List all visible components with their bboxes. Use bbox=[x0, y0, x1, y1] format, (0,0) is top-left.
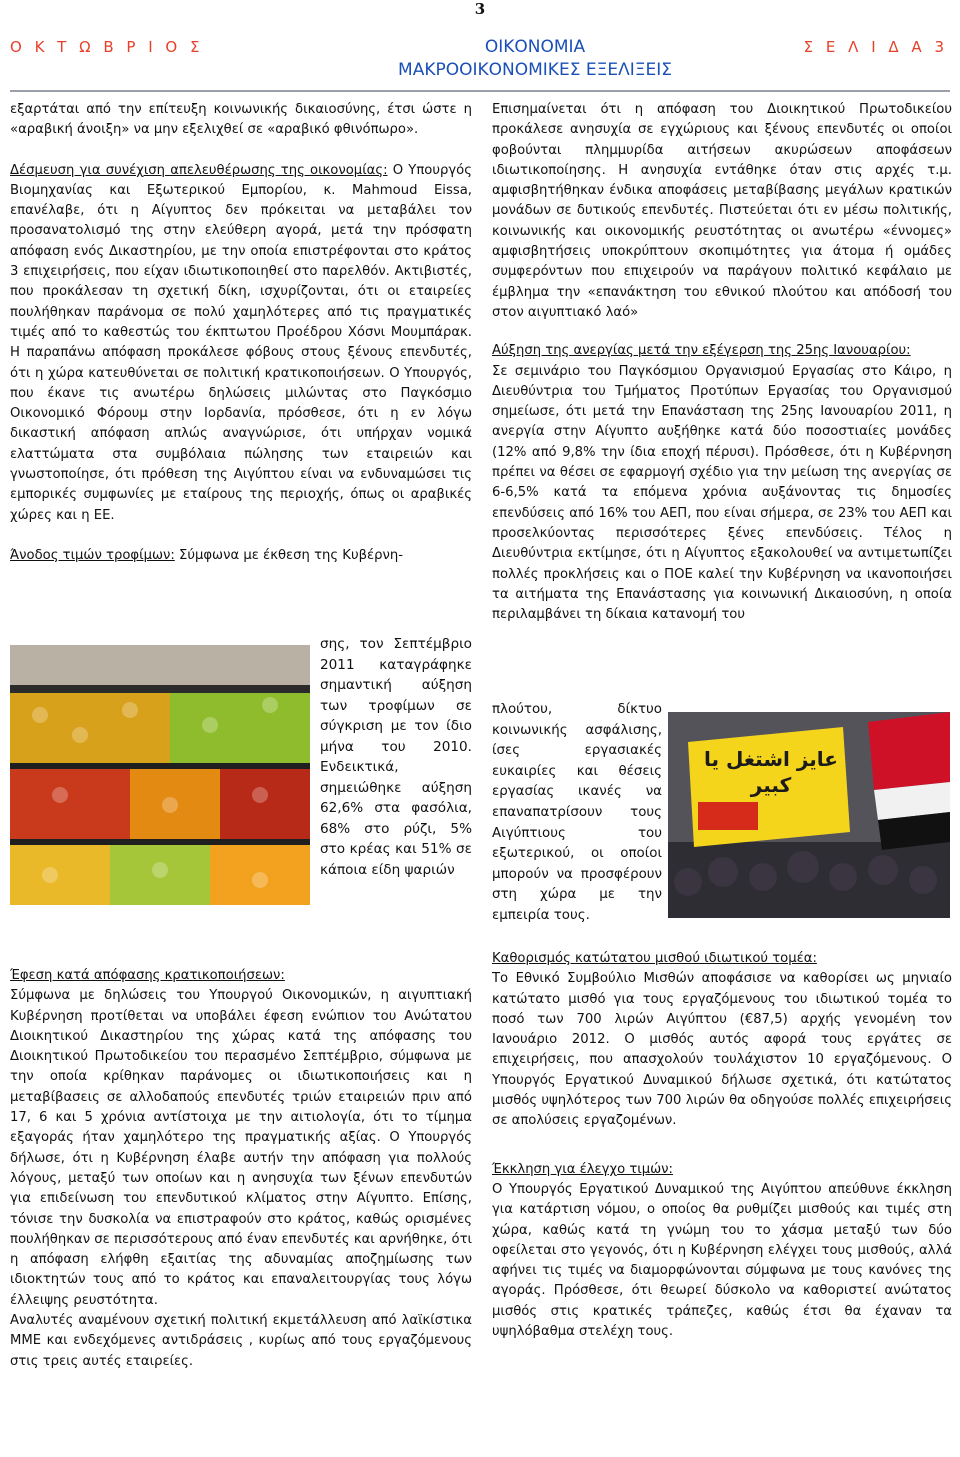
header-month: Ο Κ Τ Ω Β Ρ Ι Ο Σ bbox=[10, 38, 204, 56]
header-section-title bbox=[380, 36, 690, 82]
appeal-paragraph: Σύμφωνα με δηλώσεις του Υπουργού Οικονομικών, η αιγυπτιακή Κυβέρνηση προτίθεται να υποβάλει έφεση ενώπιον του Ανώτατου Διοικητικού Δικαστηρίου της χώρας κατά της απόφασης του Διοικητικού Πρωτοδικείου του περασμένο Σεπτέμβριο, σύμφωνα με την οποία κρίθηκαν παράνομες οι ιδιωτικοποιήσεις και η μεταβίβασεις σε αλλοδαπούς επενδυτές τριών εταιρειών πριν από 17, 6 και 5 χρόνια αντίστοιχα με την αιτιολογία, ότι το τίμημα εξαγοράς ήταν χαμηλότερο της πραγματικής αξίας. Ο Υπουργός δήλωσε, ότι η Κυβέρνηση έλαβε αυτήν την απόφαση για πολλούς λόγους, μεταξύ των οποίων και η ανησυχία των ξένων επενδυτών για επιδείνωση του επενδυτικού κλίματος στην Αίγυπτο. Επίσης, τόνισε την δυσκολία να επιστραφούν στο κράτος, καθώς ορισμένες πουλήθηκαν σε περισσότερους από έναν επενδυτές και αρνήθηκε, ότι η απόφαση ελήφθη εξαιτίας της αδυναμίας αποζημίωσης των ιδιοκτητών τους από το κράτος και επαναλειτουργίας τους λόγω έλλειψης ρευστότητα. bbox=[10, 988, 472, 1308]
left-column-top bbox=[10, 100, 472, 566]
commitment-paragraph bbox=[10, 161, 472, 526]
right-column-bottom bbox=[492, 949, 952, 1342]
unemployment-paragraph: Σε σεμινάριο του Παγκόσμιου Οργανισμού Εργασίας στο Κάιρο, η Διευθύντρια του Τμήματος Προτύπων Εργασίας του Οργανισμού σημείωσε, ότι μετά την Επανάσταση της 25ης Ιανουαρίου 2011, η ανεργία στην Αίγυπτο αυξήθηκε κατά δύο ποσοστιαίες μονάδες (12% από 9,8% την ίδια εποχή πέρυσι). Πρόσθεσε, ότι η Κυβέρνηση πρέπει να θέσει σε εφαρμογή σχέδιο για την μείωση της ανεργίας σε 6-6,5% κατά τα επόμενα χρόνια αυξάνοντας τις δημοσίες επενδύσεις από 16% του ΑΕΠ, που είναι σήμερα, σε 23% του ΑΕΠ και προσελκύοντας περισσότερες ξένες επενδύσεις. Τέλος η Διευθύντρια εκτίμησε, ότι η Αίγυπτος εξακολουθεί να αντιμετωπίζει πολλές προκλήσεις και ο ΠΟΕ καλεί την Κυβέρνηση να ικανοποιήσει τα αιτήματα της Επανάστασης για κοινωνική Δικαιοσύνη, η οποία περιλαμβάνει τη δίκαια κατανομή του bbox=[492, 363, 952, 623]
section-subtitle: ΜΑΚΡΟΟΙΚΟΝΟΜΙΚΕΣ ΕΞΕΛΙΞΕΙΣ bbox=[398, 60, 672, 80]
food-side-text: σης, τον Σεπτέμβριο 2011 καταγράφηκε σημαντική αύξηση των τροφίμων σε σύγκριση με τον ίδιο μήνα του 2010. Ενδεικτικά, σημειώθηκε αύξηση 62,6% στα φασόλια, 68% στο ρύζι, 5% στο κρέας και 51% σε κάποια είδη ψαριών bbox=[320, 636, 472, 878]
price-control-paragraph: Ο Υπουργός Εργατικού Δυναμικού της Αιγύπτου απεύθυνε έκκληση για κατάρτιση νόμου, ο οποίος θα ρυθμίζει μισθούς και τιμές στη χώρα, καθώς κατά τη γνώμη του το χάσμα μεταξύ των δύο οφείλεται στο γεγονός, ότι η Κυβέρνηση ελέγχει τους μισθούς, αλλά αφήνει τις τιμές να διαμορφώνονται σύμφωνα με τους κανόνες της αγοράς. Πρόσθεσε, ότι θεωρεί δύσκολο να καθοριστεί ανώτατος μισθός στις κρατικές τράπεζες, καθώς έτσι θα έχαναν τα υψηλόβαθμα στελέχη τους. bbox=[492, 1181, 952, 1340]
protest-photo bbox=[668, 712, 950, 918]
unemployment-heading: Αύξηση της ανεργίας μετά την εξέγερση της 25ης Ιανουαρίου: bbox=[492, 343, 911, 359]
food-paragraph-top bbox=[10, 546, 472, 566]
page-number: 3 bbox=[474, 0, 486, 18]
commitment-text: Ο Υπουργός Βιομηχανίας και Εξωτερικού Εμπορίου, κ. Mahmoud Eissa, επανέλαβε, ότι η Αίγυπτος δεν πρόκειται να μεταβάλει τον προσανατολισμό της στην ελεύθερη αγορά, μετά την πρόσφατη απόφαση ενός Δικαστηρίου, με την οποία επιστρέφονται στο κράτος 3 επιχειρήσεις, που είχαν ιδιωτικοποιηθεί στο παρελθόν. Ακτιβιστές, που προκάλεσαν τη σχετική δίκη, ισχυρίζονται, ότι οι εταιρείες πουλήθηκαν παράνομα σε πολύ χαμηλότερες από τις πραγματικές τιμές από το καθεστώς του έκπτωτου Προέδρου Χόσνι Μουμπάρακ. Η παραπάνω απόφαση προκάλεσε φόβους στους ξένους επενδυτές, ότι η χώρα κατευθύνεται σε πολιτική κρατικοποιήσεων. Ο Υπουργός, που έκανε τις ανωτέρω δηλώσεις μιλώντας στο Παγκόσμιο Οικονομικό Φόρουμ στην Ιορδανία, πρόσθεσε, ότι η εν λόγω δικαστική απόφαση απλώς αναγνώρισε, ότι υπήρχαν νομικά ελαττώματα στα συμβόλαια πώλησης των εταιρειών και γνωστοποίησε, ότι πρόθεση της Αιγύπτου είναι να ενδυναμώσει τις εμπορικές συμφωνίες με εταίρους της περιοχής, όπως οι αραβικές χώρες και η ΕΕ. bbox=[10, 162, 472, 523]
header-page-label: Σ Ε Λ Ι Δ Α 3 bbox=[803, 38, 948, 56]
unemployment-side-text: πλούτου, δίκτυο κοινωνικής ασφάλισης, ίσες εργασιακές ευκαιρίες και θέσεις εργασίας ικανές να επαναπατρίσουν τους Αιγύπτιους του εξωτερικού, οι οποίοι μπορούν να προσφέρουν στη χώρα με την εμπειρία τους. bbox=[492, 702, 662, 923]
appeal-paragraph-2: Αναλυτές αναμένουν σχετική πολιτική εκμετάλλευση από λαϊκίστικα ΜΜΕ και ενδεχόμενες αντιδράσεις , κυρίως από τους εργαζόμενους στις τρεις αυτές εταιρείες. bbox=[10, 1313, 472, 1369]
intro-paragraph: εξαρτάται από την επίτευξη κοινωνικής δικαιοσύνης, έτσι ώστε η «αραβική άνοιξη» να μην εξελιχθεί σε «αραβικό φθινόπωρο». bbox=[10, 102, 472, 138]
left-column-bottom bbox=[10, 966, 472, 1372]
right-intro-paragraph: Επισημαίνεται ότι η απόφαση του Διοικητικού Πρωτοδικείου προκάλεσε ανησυχία σε εγχώριους και ξένους επενδυτές οι οποίοι φοβούνται πλημμυρίδα αιτήσεων ακυρώσεων αποφάσεων ιδιωτικοποίησης. Η ανησυχία εντάθηκε όταν στις αρχές τ.μ. αμφισβητήθηκαν ένδικα αποφάσεις μεταβίβασης μεγάλων κρατικών μονάδων σε δυτικούς επενδυτές. Πιστεύεται ότι εν μέσω πολιτικής, κοινωνικής και οικονομικής ρευστότητας οι ανωτέρω «έννομες» αμφισβητήσεις υποκρύπτουν σκοπιμότητες για άτομα ή ομάδες συμφερόντων που επιχειρούν να παράγουν πολιτικό κεφάλαιο με έμβλημα την «επανάκτηση του εθνικού πλούτου και απόδοσή του στον αιγυπτιακό λαό» bbox=[492, 102, 952, 320]
food-text-top: Σύμφωνα με έκθεση της Κυβέρνη- bbox=[174, 547, 403, 563]
header-divider bbox=[10, 90, 950, 92]
wage-heading: Καθορισμός κατώτατου μισθού ιδιωτικού τομέα: bbox=[492, 951, 817, 966]
section-title: ΟΙΚΟΝΟΜΙΑ bbox=[484, 37, 586, 57]
wage-paragraph: Το Εθνικό Συμβούλιο Μισθών αποφάσισε να καθορίσει ως μηνιαίο κατώτατο μισθό για τους εργαζόμενους του ιδιωτικού τομέα το ποσό των 700 λιρών Αιγύπτου (€87,5) αρχής γενομένη τον Ιανουάριο 2012. Ο μισθός αυτός αφορά τους εργάτες σε επιχειρήσεις, που απασχολούν τουλάχιστον 10 εργαζόμενους. Ο Υπουργός Εργατικού Δυναμικού δήλωσε σχετικά, ότι κατώτατος μισθός υψηλότερος των 700 λιρών θα οδηγούσε πολλές επιχειρήσεις σε απολύσεις εργαζομένων. bbox=[492, 971, 952, 1129]
fruit-market-photo bbox=[10, 645, 310, 905]
right-column-top bbox=[492, 100, 952, 625]
appeal-heading: Έφεση κατά απόφασης κρατικοποιήσεων: bbox=[10, 968, 285, 983]
price-control-heading: Έκκληση για έλεγχο τιμών: bbox=[492, 1161, 673, 1177]
commitment-heading: Δέσμευση για συνέχιση απελευθέρωσης της οικονομίας: bbox=[10, 162, 388, 178]
protest-sign-text: عايز اشتغل يا كبير bbox=[704, 747, 838, 797]
food-heading: Άνοδος τιμών τροφίμων: bbox=[10, 547, 175, 563]
